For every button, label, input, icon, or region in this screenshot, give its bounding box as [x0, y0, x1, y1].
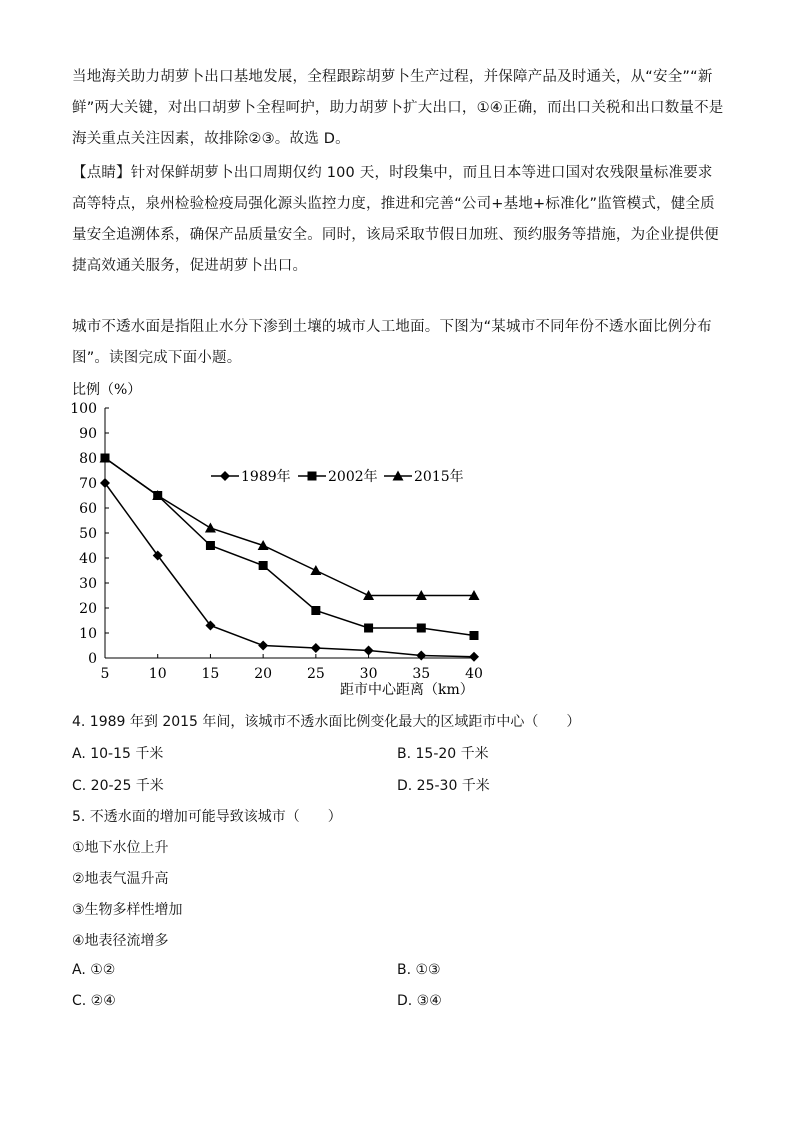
data-point	[100, 478, 110, 488]
q4-option-c[interactable]: C. 20-25 千米	[72, 778, 164, 794]
question-4-stem: 4. 1989 年到 2015 年间，该城市不透水面比例变化最大的区域距市中心（ ）	[72, 714, 581, 730]
data-point	[258, 641, 268, 651]
data-point	[206, 541, 215, 550]
q5-item-2: ②地表气温升高	[72, 871, 169, 887]
data-point	[311, 606, 320, 615]
data-point	[311, 643, 321, 653]
series-diamond	[100, 478, 479, 662]
chart-axes	[105, 408, 474, 658]
data-point	[417, 624, 426, 633]
legend-label: 1989年	[241, 469, 291, 485]
q5-item-3: ③生物多样性增加	[72, 902, 183, 918]
x-tick-label: 30	[359, 666, 378, 682]
y-tick-label: 80	[79, 451, 97, 467]
y-tick-label: 20	[79, 601, 97, 617]
data-point	[310, 565, 321, 575]
question-5-stem: 5. 不透水面的增加可能导致该城市（ ）	[72, 809, 342, 825]
legend-entry	[211, 468, 291, 485]
legend-entry	[298, 468, 378, 485]
x-axis-label: 距市中心距离（km）	[340, 682, 474, 698]
legend-entry	[384, 468, 464, 485]
x-tick-label: 25	[306, 666, 325, 682]
y-tick-label: 100	[70, 401, 97, 417]
legend-label: 2002年	[328, 469, 378, 485]
x-tick-label: 5	[100, 666, 110, 682]
y-tick-label: 10	[79, 626, 97, 642]
q5-item-1: ①地下水位上升	[72, 840, 169, 856]
data-point	[469, 652, 479, 662]
x-tick-label: 10	[148, 666, 167, 682]
data-point	[364, 646, 374, 656]
legend-marker	[308, 472, 317, 481]
y-tick-label: 60	[79, 501, 97, 517]
q5-option-b[interactable]: B. ①③	[397, 962, 441, 978]
x-tick-label: 35	[412, 666, 431, 682]
y-tick-label: 40	[79, 551, 97, 567]
answer-explanation-paragraph: 当地海关助力胡萝卜出口基地发展，全程跟踪胡萝卜生产过程，并保障产品及时通关，从“安全”“新鲜”两大关键，对出口胡萝卜全程呵护，助力胡萝卜扩大出口，①④正确，而出口关税和出口数量不是海关重点关注因素，故排除②③。故选 D。	[72, 69, 724, 147]
y-tick-label: 50	[79, 526, 97, 542]
y-tick-label: 30	[79, 576, 97, 592]
q4-option-d[interactable]: D. 25-30 千米	[397, 778, 490, 794]
y-tick-label: 70	[79, 476, 97, 492]
legend-marker	[220, 471, 230, 481]
key-point-paragraph: 【点睛】针对保鲜胡萝卜出口周期仅约 100 天，时段集中，而且日本等进口国对农残限量标准要求高等特点，泉州检验检疫局强化源头监控力度，推进和完善“公司+基地+标准化”监管模式，健全质量安全追溯体系，确保产品质量安全。同时，该局采取节假日加班、预约服务等措施，为企业提供便捷高效通关服务，促进胡萝卜出口。	[72, 165, 719, 274]
q5-option-d[interactable]: D. ③④	[397, 993, 442, 1009]
x-tick-label: 15	[201, 666, 220, 682]
data-point	[259, 561, 268, 570]
data-point	[470, 631, 479, 640]
question-intro-paragraph: 城市不透水面是指阻止水分下渗到土壤的城市人工地面。下图为“某城市不同年份不透水面比例分布图”。读图完成下面小题。	[72, 319, 712, 366]
impervious-surface-chart	[66, 376, 496, 706]
q4-option-a[interactable]: A. 10-15 千米	[72, 746, 164, 762]
x-tick-label: 20	[254, 666, 273, 682]
chart-svg	[66, 376, 496, 706]
y-tick-label: 0	[88, 651, 97, 667]
legend-label: 2015年	[414, 469, 464, 485]
y-axis-label: 比例（%）	[72, 382, 142, 398]
q5-option-c[interactable]: C. ②④	[72, 993, 116, 1009]
y-tick-label: 90	[79, 426, 97, 442]
q5-option-a[interactable]: A. ①②	[72, 962, 116, 978]
chart-legend	[211, 468, 464, 485]
data-point	[416, 651, 426, 661]
data-point	[205, 523, 216, 533]
data-point	[364, 624, 373, 633]
y-ticks	[70, 401, 109, 667]
x-tick-label: 40	[465, 666, 483, 682]
q5-item-4: ④地表径流增多	[72, 933, 169, 949]
q4-option-b[interactable]: B. 15-20 千米	[397, 746, 489, 762]
